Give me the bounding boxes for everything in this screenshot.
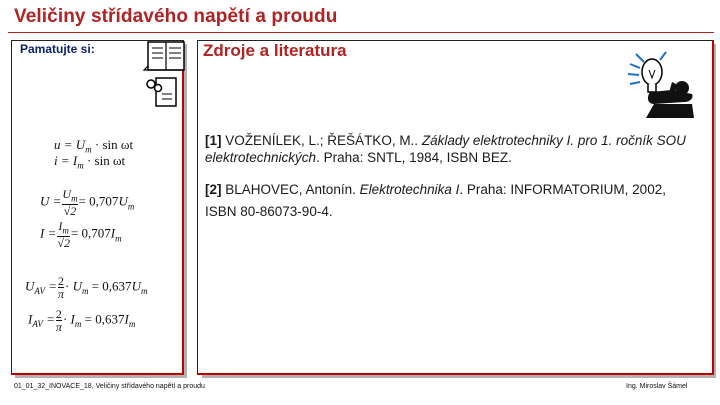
formula-rms-current: I = $\frac{I_m}{√2}$ = $0,707I_m$: [40, 219, 122, 251]
formula-avg-current: $I_{AV}$ = $\frac{2}{\pi}$ · $I_m = 0,637I_m$: [28, 307, 136, 334]
sources-title: Zdroje a literatura: [203, 41, 347, 60]
reference-2: [2] BLAHOVEC, Antonín. Elektrotechnika I. Praha: INFORMATORIUM, 2002, ISBN 80-86073-90-4.: [205, 182, 666, 219]
formula-rms-voltage: U = $\frac{U_m}{√2}$ = $0,707U_m$: [40, 187, 135, 219]
book-note-icon: [140, 40, 190, 110]
footer-author: Ing. Miroslav Šámel: [626, 383, 688, 390]
formula-i: $i = I_m \cdot \sin \omega t$: [54, 153, 126, 171]
title-divider: [8, 32, 714, 33]
remember-label: Pamatujte si:: [20, 42, 95, 56]
footer-course-code: 01_01_32_INOVACE_18, Veličiny střídavého napětí a proudu: [14, 383, 205, 390]
lightbulb-thinker-icon: [624, 42, 704, 124]
reference-1: [1] VOŽENÍLEK, L.; ŘEŠÁTKO, M.. Základy elektrotechniky I. pro 1. ročník SOU elektrotechnických. Praha: SNTL, 1984, ISBN BEZ.: [205, 133, 686, 165]
formula-u: $u = U_m \cdot \sin \omega t$: [54, 137, 134, 155]
formula-avg-voltage: $U_{AV}$ = $\frac{2}{\pi}$ · $U_m = 0,637U_m$: [25, 274, 148, 301]
page-title: Veličiny střídavého napětí a proudu: [14, 6, 338, 27]
